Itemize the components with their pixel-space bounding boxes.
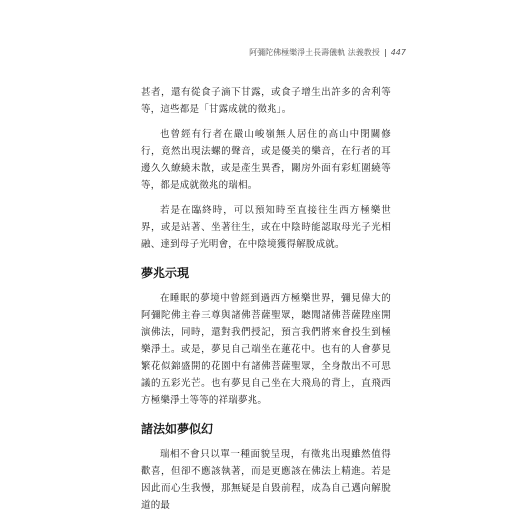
dreamlike-paragraph: 瑞相不會只以單一種面貌呈現，有徵兆出現雖然值得歡喜，但卻不應該執著，而是更應該在佛法上精進。若是因此而心生我慢，那無疑是自毀前程，成為自己邁向解脫道的最 xyxy=(141,449,391,511)
running-title: 阿彌陀佛極樂淨土長壽儀軌 法義教授 xyxy=(249,48,380,57)
running-header xyxy=(238,47,406,58)
dream-signs-paragraph: 在睡眠的夢境中曾經到過西方極樂世界，彌見偉大的阿彌陀佛主眷三尊與諸佛菩薩聖眾，聽聞諸佛菩薩陞座開演佛法，同時，還對我們授記，預言我們將來會投生到極樂淨土。或是，夢見自己端坐在蓮花中。也有的人會夢見繁花似錦盛開的花園中有諸佛菩薩聖眾，全身散出不可思議的五彩光芒。也有夢見自己坐在大飛鳥的背上，直飛西方極樂淨土等等的祥瑞夢兆。 xyxy=(141,293,391,406)
section-heading-dreamlike: 諸法如夢似幻 xyxy=(141,422,214,436)
paragraph-3: 若是在臨終時，可以預知時至直接往生西方極樂世界，或是站著、坐著往生，或在中陰時能認取母光子光相融、達到母子光明會，在中陰境獲得解脫成就。 xyxy=(141,205,391,250)
page-number: 447 xyxy=(390,48,406,57)
paragraph-1: 甚者，還有從食子滴下甘露，或食子增生出許多的舍利等等，這些都是「甘露成就的徵兆」。 xyxy=(141,87,391,115)
page-body xyxy=(141,84,391,514)
paragraph-2: 也曾經有行者在嚴山峻嶺無人居住的高山中閉關修行，竟然出現法螺的聲音，或是優美的樂音，在行者的耳邊久久繚繞未散，或是產生異香，關房外面有彩虹圍繞等等，都是成就徵兆的瑞相。 xyxy=(141,129,391,191)
section-heading-dream-signs: 夢兆示現 xyxy=(141,266,190,280)
header-divider xyxy=(385,49,386,57)
